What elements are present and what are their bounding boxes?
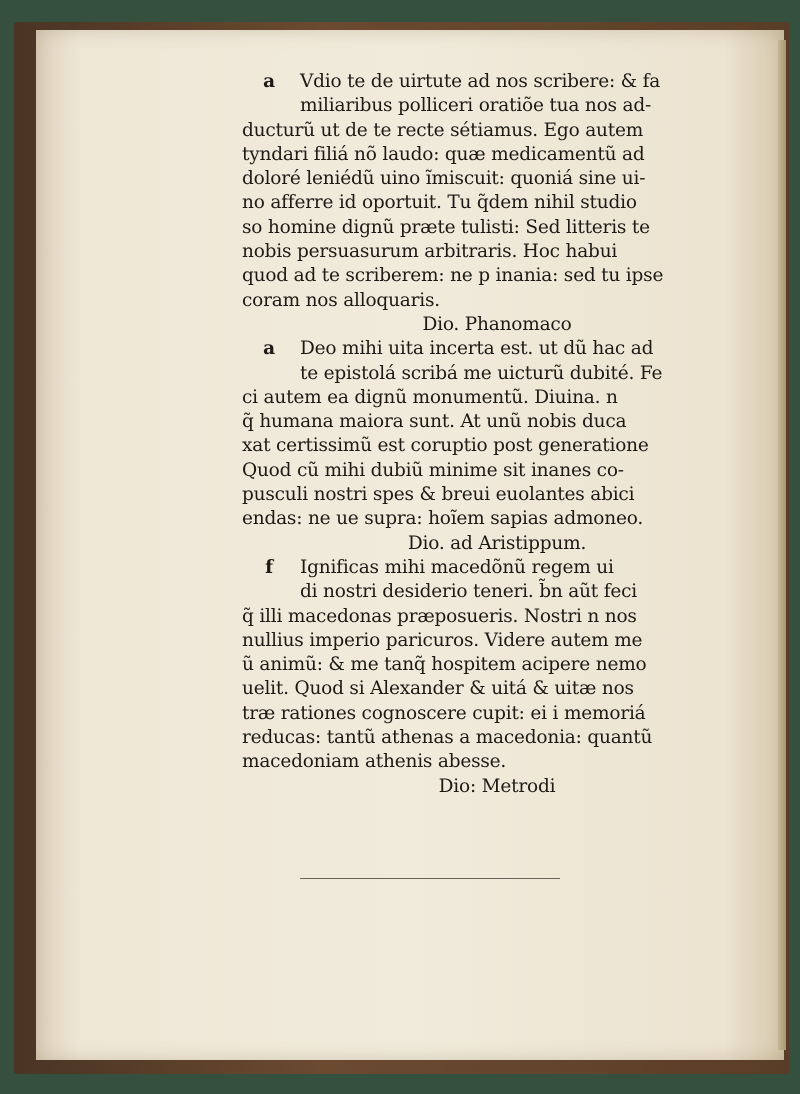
- text-line: te epistolá scribá me uicturũ dubité. Fe: [300, 362, 663, 384]
- printer-mark: a: [263, 338, 275, 360]
- text-line: endas: ne ue supra: hoĩem sapias admoneo.: [242, 508, 644, 530]
- heading-rule: [300, 878, 560, 879]
- text-line: ducturũ ut de te recte sétiamus. Ego autem: [242, 119, 644, 141]
- text-line: Quod cũ mihi dubiũ minime sit inanes co-: [242, 459, 624, 481]
- text-line: ũ animũ: & me tanq̃ hospitem acipere nemo: [242, 654, 647, 676]
- text-line: di nostri desiderio teneri. b̃n aũt feci: [300, 581, 637, 603]
- letter-heading: Dio. ad Aristippum.: [407, 532, 587, 554]
- text-line: uelit. Quod si Alexander & uitá & uitæ nos: [242, 678, 634, 700]
- text-line: a Vdio te de uirtute ad nos scribere: & fa: [242, 70, 712, 94]
- text-line: miliaribus polliceri oratiõe tua nos ad-: [300, 95, 652, 117]
- text-line: tyndari filiá nõ laudo: quæ medicamentũ ad: [242, 143, 645, 165]
- letter-text-block: [242, 70, 712, 799]
- letter-heading: Dio: Metrodi: [438, 775, 556, 797]
- text-line: pusculi nostri spes & breui euolantes abici: [242, 484, 635, 506]
- text-line: træ rationes cognoscere cupit: ei i memoriá: [242, 702, 646, 724]
- text-line: so homine dignũ præte tulisti: Sed litteris te: [242, 216, 650, 238]
- text-line: a Deo mihi uita incerta est. ut dũ hac ad: [242, 337, 712, 361]
- text-line: f Ignificas mihi macedõnũ regem ui: [242, 556, 712, 580]
- text-line: macedoniam athenis abesse.: [242, 751, 507, 773]
- text-line: q̃ humana maiora sunt. At unũ nobis duca: [242, 411, 627, 433]
- text-line: reducas: tantũ athenas a macedonia: quantũ: [242, 727, 653, 749]
- text-line: ci autem ea dignũ monumentũ. Diuina. n: [242, 386, 618, 408]
- text-line: nullius imperio paricuros. Videre autem me: [242, 629, 643, 651]
- text-line: doloré leniédũ uino ĩmiscuit: quoniá sine ui-: [242, 168, 646, 190]
- page-edge: [778, 40, 786, 1050]
- text-line: no afferre id oportuit. Tu q̃dem nihil studio: [242, 192, 637, 214]
- text-line: nobis persuasurum arbitraris. Hoc habui: [242, 241, 618, 263]
- text-line: coram nos alloquaris.: [242, 289, 440, 311]
- text-line: q̃ illi macedonas præposueris. Nostri n nos: [242, 605, 637, 627]
- printer-mark: f: [265, 556, 273, 578]
- text-line: quod ad te scriberem: ne p inania: sed tu ipse: [242, 265, 664, 287]
- letter-heading: Dio. Phanomaco: [422, 313, 572, 335]
- printer-mark: a: [263, 71, 275, 92]
- text-line: xat certissimũ est coruptio post generatione: [242, 435, 649, 457]
